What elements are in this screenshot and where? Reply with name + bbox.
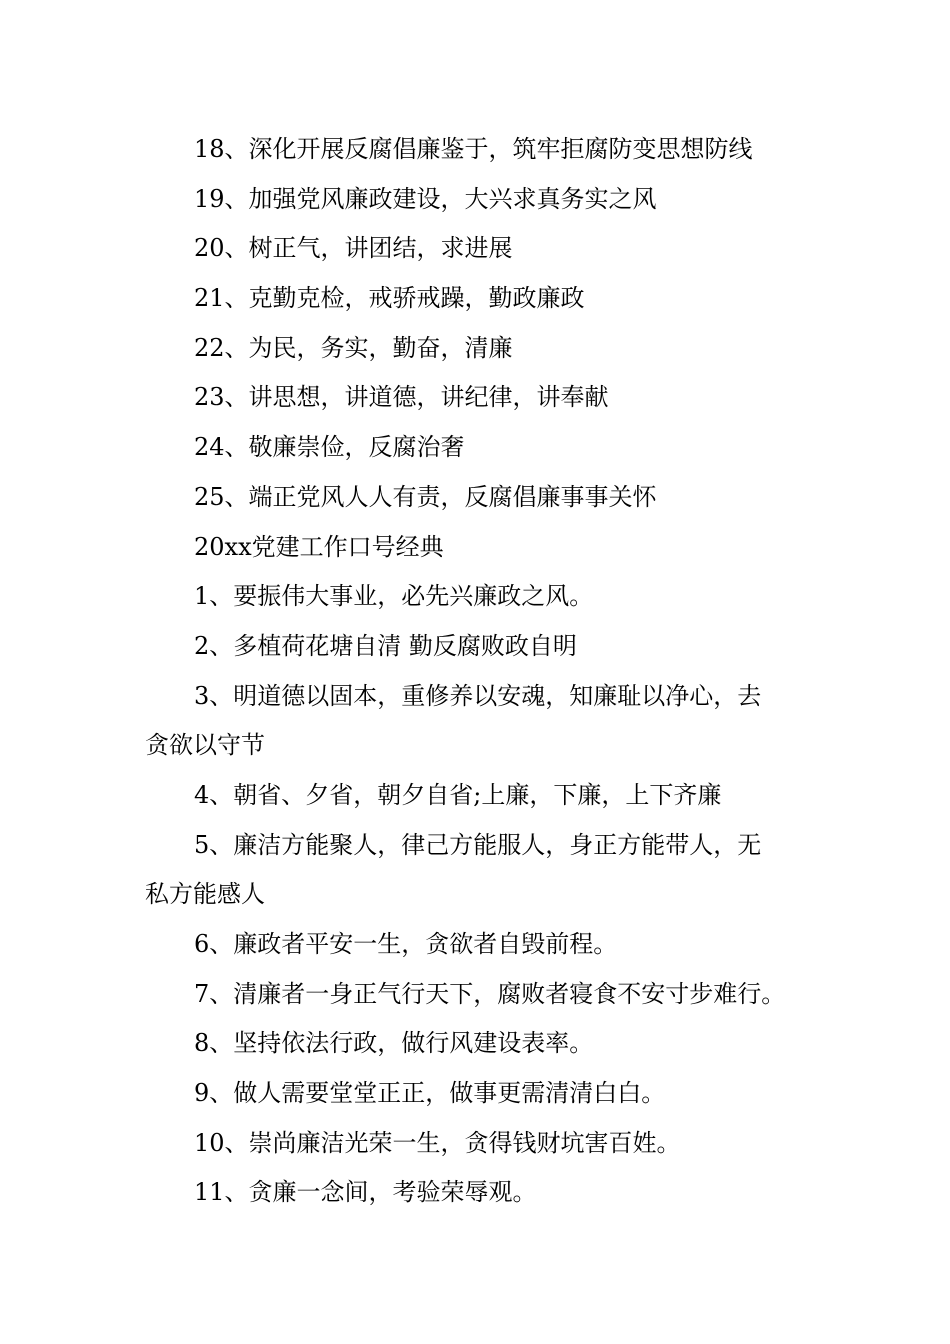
classic-slogan-6: 6、廉政者平安一生，贪欲者自毁前程。 <box>194 930 618 958</box>
classic-slogan-5-continued: 私方能感人 <box>145 880 265 909</box>
slogan-line-22: 22、为民，务实，勤奋，清廉 <box>194 333 513 362</box>
classic-slogan-8: 8、坚持依法行政，做行风建设表率。 <box>194 1029 594 1058</box>
classic-slogan-5: 5、廉洁方能聚人，律己方能服人，身正方能带人，无 <box>194 830 762 859</box>
classic-slogan-3: 3、明道德以固本，重修养以安魂，知廉耻以净心，去 <box>194 681 762 710</box>
section-heading: 20xx党建工作口号经典 <box>194 532 444 561</box>
classic-slogan-10: 10、崇尚廉洁光荣一生，贪得钱财坑害百姓。 <box>194 1128 681 1157</box>
slogan-line-23: 23、讲思想，讲道德，讲纪律，讲奉献 <box>194 383 609 412</box>
classic-slogan-7: 7、清廉者一身正气行天下，腐败者寝食不安寸步难行。 <box>194 979 786 1008</box>
document-body <box>145 125 815 1218</box>
slogan-line-25: 25、端正党风人人有责，反腐倡廉事事关怀 <box>194 482 657 511</box>
slogan-line-19: 19、加强党风廉政建设，大兴求真务实之风 <box>194 184 657 213</box>
classic-slogan-1: 1、要振伟大事业，必先兴廉政之风。 <box>194 582 594 611</box>
classic-slogan-2: 2、多植荷花塘自清 勤反腐败政自明 <box>194 631 577 660</box>
classic-slogan-11: 11、贪廉一念间，考验荣辱观。 <box>194 1178 537 1207</box>
classic-slogan-3-continued: 贪欲以守节 <box>145 731 265 760</box>
classic-slogan-4: 4、朝省、夕省，朝夕自省;上廉，下廉，上下齐廉 <box>194 780 722 809</box>
slogan-line-21: 21、克勤克检，戒骄戒躁，勤政廉政 <box>194 284 585 313</box>
slogan-line-18: 18、深化开展反腐倡廉鉴于，筑牢拒腐防变思想防线 <box>194 135 753 163</box>
slogan-line-20: 20、树正气，讲团结，求进展 <box>194 234 513 263</box>
slogan-line-24: 24、敬廉崇俭，反腐治奢 <box>194 433 465 462</box>
classic-slogan-9: 9、做人需要堂堂正正，做事更需清清白白。 <box>194 1079 666 1108</box>
